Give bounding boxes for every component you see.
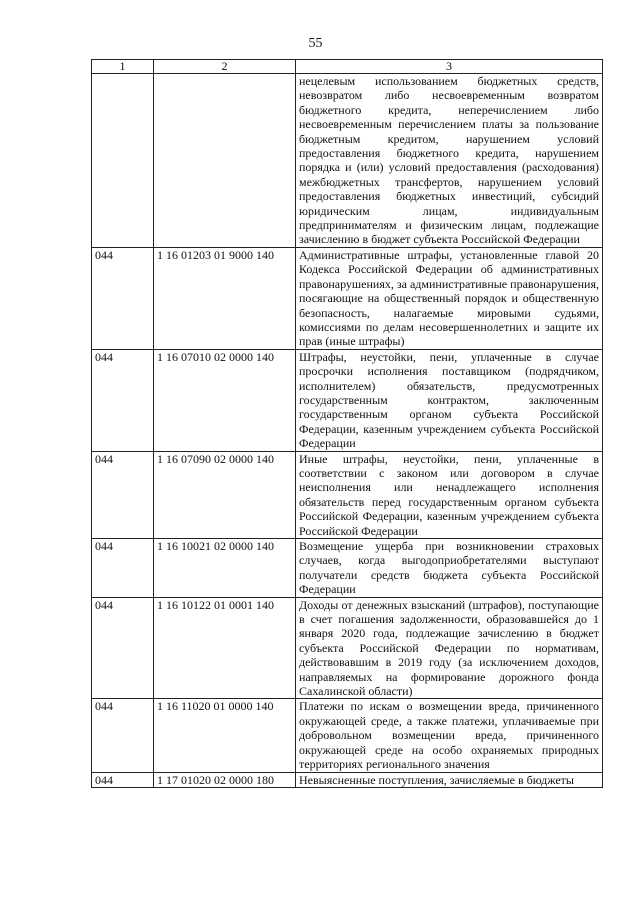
table-row bbox=[92, 597, 603, 699]
description-cell: Доходы от денежных взысканий (штрафов), поступающие в счет погашения задолженности, образовавшейся до 1 января 2020 года, подлежащие зачислению в бюджет субъекта Российской Федерации по нормативам, действовавшим в 2019 году (за исключением доходов, направляемых на формирование дорожного фонда Сахалинской области) bbox=[296, 597, 603, 699]
admin-code-cell: 044 bbox=[92, 539, 154, 598]
admin-code-cell: 044 bbox=[92, 699, 154, 772]
table-row bbox=[92, 699, 603, 772]
description-cell: Невыясненные поступления, зачисляемые в бюджеты bbox=[296, 772, 603, 787]
description-cell: нецелевым использованием бюджетных средств, невозвратом либо несвоевременным возвратом бюджетного кредита, неперечислением либо несвоевременным перечислением платы за пользование бюджетным кредитом, нарушением условий предоставления бюджетного кредита, нарушением порядка и (или) условий предоставления (расходования) межбюджетных трансфертов, нарушением условий предоставления бюджетных инвестиций, субсидий юридическим лицам, индивидуальным предпринимателям и физическим лицам, подлежащие зачислению в бюджет субъекта Российской Федерации bbox=[296, 74, 603, 248]
table-row bbox=[92, 247, 603, 349]
page-number: 55 bbox=[308, 36, 323, 51]
description-cell: Штрафы, неустойки, пени, уплаченные в случае просрочки исполнения поставщиком (подрядчиком, исполнителем) обязательств, предусмотренных государственным контрактом, заключенным государственным органом субъекта Российской Федерации, казенным учреждением субъекта Российской Федерации bbox=[296, 349, 603, 451]
admin-code-cell bbox=[92, 74, 154, 248]
kbk-code-cell: 1 16 11020 01 0000 140 bbox=[154, 699, 296, 772]
description-cell: Административные штрафы, установленные главой 20 Кодекса Российской Федерации об административных правонарушениях, за административные правонарушения, посягающие на общественный порядок и общественную безопасность, налагаемые мировыми судьями, комиссиями по делам несовершеннолетних и защите их прав (иные штрафы) bbox=[296, 247, 603, 349]
admin-code-cell: 044 bbox=[92, 349, 154, 451]
table-header-row bbox=[92, 60, 603, 74]
kbk-code-cell: 1 17 01020 02 0000 180 bbox=[154, 772, 296, 787]
column-header-3: 3 bbox=[296, 60, 603, 74]
admin-code-cell: 044 bbox=[92, 772, 154, 787]
table-row bbox=[92, 772, 603, 787]
revenue-codes-table bbox=[91, 59, 603, 788]
kbk-code-cell: 1 16 07010 02 0000 140 bbox=[154, 349, 296, 451]
description-cell: Возмещение ущерба при возникновении страховых случаев, когда выгодоприобретателями выступают получатели средств бюджета субъекта Российской Федерации bbox=[296, 539, 603, 598]
kbk-code-cell: 1 16 07090 02 0000 140 bbox=[154, 451, 296, 538]
admin-code-cell: 044 bbox=[92, 597, 154, 699]
admin-code-cell: 044 bbox=[92, 247, 154, 349]
description-cell: Иные штрафы, неустойки, пени, уплаченные в соответствии с законом или договором в случае неисполнения или ненадлежащего исполнения обязательств перед государственным органом субъекта Российской Федерации, казенным учреждением субъекта Российской Федерации bbox=[296, 451, 603, 538]
admin-code-cell: 044 bbox=[92, 451, 154, 538]
column-header-1: 1 bbox=[92, 60, 154, 74]
table-row bbox=[92, 451, 603, 538]
kbk-code-cell: 1 16 01203 01 9000 140 bbox=[154, 247, 296, 349]
table-row bbox=[92, 74, 603, 248]
table-row bbox=[92, 539, 603, 598]
table-row bbox=[92, 349, 603, 451]
kbk-code-cell bbox=[154, 74, 296, 248]
kbk-code-cell: 1 16 10122 01 0001 140 bbox=[154, 597, 296, 699]
column-header-2: 2 bbox=[154, 60, 296, 74]
kbk-code-cell: 1 16 10021 02 0000 140 bbox=[154, 539, 296, 598]
description-cell: Платежи по искам о возмещении вреда, причиненного окружающей среде, а также платежи, уплачиваемые при добровольном возмещении вреда, причиненного окружающей среде на особо охраняемых природных территориях регионального значения bbox=[296, 699, 603, 772]
